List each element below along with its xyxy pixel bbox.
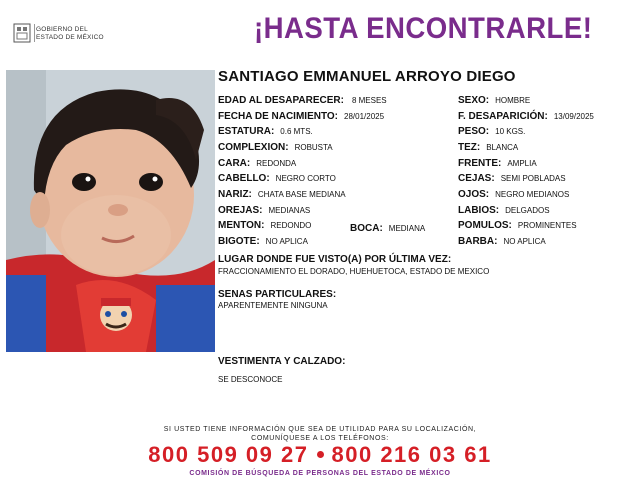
value-estatura: 0.6 MTS. [280, 127, 313, 136]
government-logo [12, 20, 122, 48]
field-sexo [458, 95, 530, 106]
field-ojos [458, 189, 569, 200]
field-estatura [218, 126, 313, 137]
label-sexo: SEXO: [458, 95, 490, 106]
label-cara: CARA: [218, 158, 251, 169]
value-nariz: CHATA BASE MEDIANA [257, 190, 346, 199]
field-tez [458, 142, 518, 153]
label-cejas: CEJAS: [458, 173, 495, 184]
commission-name: COMISIÓN DE BÚSQUEDA DE PERSONAS DEL ESTADO DE MÉXICO [189, 470, 451, 477]
field-boca [350, 223, 425, 234]
field-frente [458, 158, 537, 169]
value-cejas: SEMI POBLADAS [500, 174, 566, 183]
value-complexion: ROBUSTA [294, 143, 333, 152]
separator-dot [317, 451, 324, 458]
field-cara [218, 158, 296, 169]
field-fecha-desaparicion [458, 111, 594, 122]
headline: ¡HASTA ENCONTRARLE! [254, 12, 593, 45]
footer-note-line1: SI USTED TIENE INFORMACIÓN QUE SEA DE UTILIDAD PARA SU LOCALIZACIÓN, [163, 426, 477, 433]
senas-value: APARENTEMENTE NINGUNA [218, 301, 328, 310]
field-bigote [218, 236, 308, 247]
label-fecha-nacimiento: FECHA DE NACIMIENTO: [218, 111, 338, 122]
phone-number-2[interactable]: 800 216 03 61 [331, 442, 492, 467]
field-labios [458, 205, 550, 216]
value-sexo: HOMBRE [495, 96, 531, 105]
value-edad: 8 MESES [351, 96, 387, 105]
value-orejas: MEDIANAS [268, 206, 311, 215]
field-cejas [458, 173, 566, 184]
footer-note-line2: COMUNÍQUESE A LOS TELÉFONOS: [251, 435, 389, 442]
vestimenta-label: VESTIMENTA Y CALZADO: [218, 356, 346, 367]
value-cara: REDONDA [256, 159, 297, 168]
phone-number-1[interactable]: 800 509 09 27 [148, 442, 309, 467]
field-fecha-nacimiento [218, 111, 384, 122]
value-boca: MEDIANA [388, 224, 426, 233]
field-orejas [218, 205, 310, 216]
value-peso: 10 KGS. [495, 127, 526, 136]
label-menton: MENTON: [218, 220, 265, 231]
field-complexion [218, 142, 333, 153]
value-ojos: NEGRO MEDIANOS [495, 190, 570, 199]
field-nariz [218, 189, 346, 200]
label-nariz: NARIZ: [218, 189, 252, 200]
field-barba [458, 236, 546, 247]
missing-child-photo [6, 70, 215, 352]
label-cabello: CABELLO: [218, 173, 270, 184]
value-frente: AMPLIA [507, 159, 537, 168]
value-barba: NO APLICA [503, 237, 546, 246]
label-fecha-desaparicion: F. DESAPARICIÓN: [458, 111, 548, 122]
value-fecha-desaparicion: 13/09/2025 [553, 112, 594, 121]
label-tez: TEZ: [458, 142, 481, 153]
person-name: SANTIAGO EMMANUEL ARROYO DIEGO [218, 68, 516, 85]
label-pomulos: POMULOS: [458, 220, 512, 231]
field-cabello [218, 173, 336, 184]
lugar-label: LUGAR DONDE FUE VISTO(A) POR ÚLTIMA VEZ: [218, 254, 452, 265]
phone-numbers [0, 442, 640, 468]
senas-label: SENAS PARTICULARES: [218, 289, 337, 300]
gov-name-line2: ESTADO DE MÉXICO [36, 34, 104, 41]
label-complexion: COMPLEXION: [218, 142, 289, 153]
value-labios: DELGADOS [505, 206, 550, 215]
field-edad [218, 95, 387, 106]
label-ojos: OJOS: [458, 189, 490, 200]
label-boca: BOCA: [350, 223, 383, 234]
label-barba: BARBA: [458, 236, 498, 247]
value-pomulos: PROMINENTES [517, 221, 577, 230]
state-seal-icon [12, 22, 32, 44]
label-estatura: ESTATURA: [218, 126, 275, 137]
value-menton: REDONDO [270, 221, 312, 230]
lugar-value: FRACCIONAMIENTO EL DORADO, HUEHUETOCA, ESTADO DE MEXICO [218, 267, 490, 276]
label-orejas: OREJAS: [218, 205, 263, 216]
field-peso [458, 126, 525, 137]
label-peso: PESO: [458, 126, 490, 137]
value-tez: BLANCA [486, 143, 519, 152]
field-pomulos [458, 220, 577, 231]
label-labios: LABIOS: [458, 205, 500, 216]
value-fecha-nacimiento: 28/01/2025 [344, 112, 385, 121]
value-cabello: NEGRO CORTO [275, 174, 336, 183]
value-bigote: NO APLICA [265, 237, 308, 246]
label-frente: FRENTE: [458, 158, 502, 169]
gov-name-line1: GOBIERNO DEL [36, 26, 88, 33]
vestimenta-value: SE DESCONOCE [218, 375, 283, 384]
label-bigote: BIGOTE: [218, 236, 260, 247]
field-menton [218, 220, 311, 231]
label-edad: EDAD AL DESAPARECER: [218, 95, 344, 106]
